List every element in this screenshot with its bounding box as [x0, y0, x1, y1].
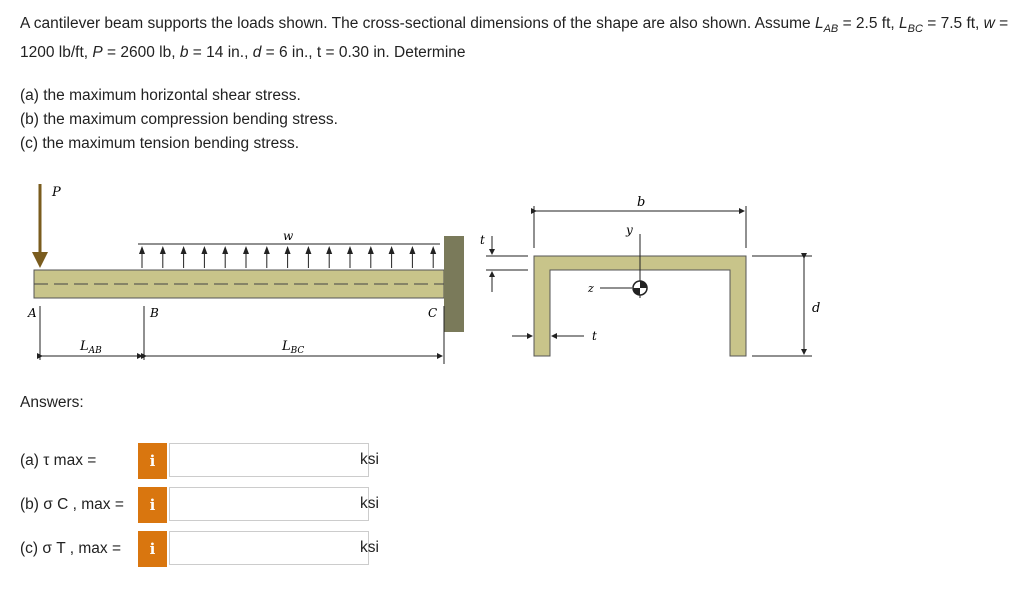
distributed-load-arrowhead — [222, 246, 228, 254]
answer-b-input[interactable] — [169, 487, 369, 521]
answer-row-a — [20, 443, 420, 479]
part-c-text: (c) the maximum tension bending stress. — [20, 135, 300, 152]
answer-row-b — [20, 487, 420, 523]
answers-title: Answers: — [20, 394, 84, 411]
distributed-load-arrowhead — [368, 246, 374, 254]
info-icon[interactable]: i — [138, 531, 167, 567]
distributed-load-arrowhead — [285, 246, 291, 254]
label-d: d — [812, 301, 821, 316]
answer-c-label: (c) σ T , max = — [20, 540, 121, 557]
answer-b-label: (b) σ C , max = — [20, 496, 124, 513]
info-icon[interactable]: i — [138, 487, 167, 523]
distributed-load-arrowhead — [181, 246, 187, 254]
part-a-text: (a) the maximum horizontal shear stress. — [20, 87, 301, 104]
answer-b-unit: ksi — [360, 495, 379, 512]
label-C: C — [428, 306, 438, 320]
distributed-load — [139, 246, 436, 268]
answer-row-c — [20, 531, 420, 567]
label-LAB: $L_{AB}$ — [80, 339, 102, 356]
answer-a-label: (a) τ max = — [20, 452, 97, 469]
answer-c-input[interactable] — [169, 531, 369, 565]
answer-c-unit: ksi — [360, 539, 379, 556]
info-icon[interactable]: i — [138, 443, 167, 479]
label-t-side: t — [592, 329, 597, 343]
distributed-load-arrowhead — [305, 246, 311, 254]
question-parts — [20, 84, 338, 156]
distributed-load-arrowhead — [347, 246, 353, 254]
distributed-load-arrowhead — [326, 246, 332, 254]
label-y: y — [626, 223, 633, 237]
label-P: P — [52, 185, 61, 200]
label-b: b — [637, 195, 646, 210]
distributed-load-arrowhead — [243, 246, 249, 254]
fixed-wall — [444, 236, 464, 332]
problem-statement: A cantilever beam supports the loads shown. The cross-sectional dimensions of the shape are also shown. Assume $L_{AB} = 2.5$ ft, $L_{BC} = 7.5$ ft, w = 1200 lb/ft, P = 2600 lb, b = 14 in., d = 6 in., t = 0.30 in. Determine — [20, 15, 1009, 62]
point-load-arrowhead — [32, 252, 48, 268]
label-LBC: $L_{BC}$ — [282, 339, 305, 356]
distributed-load-arrowhead — [264, 246, 270, 254]
distributed-load-arrowhead — [389, 246, 395, 254]
beam-figure — [0, 170, 1024, 370]
answer-a-unit: ksi — [360, 451, 379, 468]
answer-a-input[interactable] — [169, 443, 369, 477]
part-b-text: (b) the maximum compression bending stress. — [20, 111, 338, 128]
label-z: z — [588, 282, 594, 295]
label-w: w — [283, 229, 294, 243]
label-A: A — [28, 306, 37, 320]
distributed-load-arrowhead — [201, 246, 207, 254]
label-t-top: t — [480, 233, 485, 247]
distributed-load-arrowhead — [409, 246, 415, 254]
distributed-load-arrowhead — [430, 246, 436, 254]
label-B: B — [150, 306, 159, 320]
distributed-load-arrowhead — [160, 246, 166, 254]
distributed-load-arrowhead — [139, 246, 145, 254]
